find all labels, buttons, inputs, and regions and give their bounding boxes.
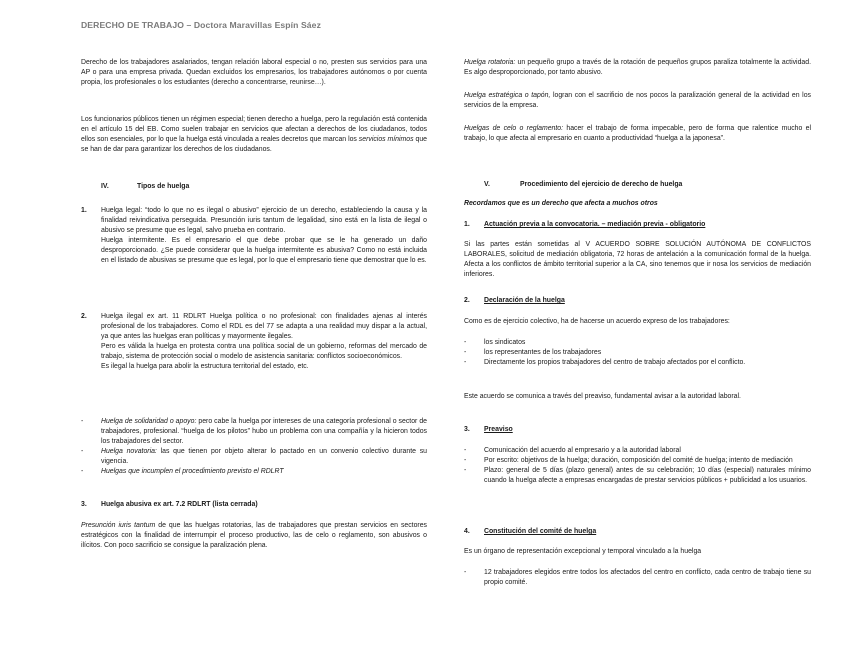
- section-v-heading: V. Procedimiento del ejercicio de derecho de huelga: [484, 181, 683, 188]
- step-1-heading: 1. Actuación previa a la convocatoria. – mediación previa - obligatorio: [464, 221, 706, 228]
- step-2-after-text: Este acuerdo se comunica a través del preaviso, fundamental avisar a la autoridad laboral.: [464, 393, 741, 400]
- page-header: DERECHO DE TRABAJO – Doctora Maravillas Espín Sáez: [81, 20, 321, 30]
- paragraph-estrategica: Huelga estratégica o tapón, logran con el sacrificio de nos pocos la paralización general de la actividad en los servicios de la empresa.: [464, 92, 811, 109]
- list-item-sindicatos: - los sindicatos: [464, 339, 526, 346]
- step-4-text: Es un órgano de representación excepcional y temporal vinculado a la huelga: [464, 548, 702, 555]
- ilegal-types-list: [81, 417, 427, 476]
- step-1-text: Si las partes están sometidas al V ACUERDO SOBRE SOLUCIÓN AUTÓNOMA DE CONFLICTOS LABORALES, solicitud de mediación obligatoria, 72 horas de antelación a la comunicación formal de la huelga. Afecta a los conflictos de ámbito territorial superior a la CA, sino tenemos que ir nosa los servicios de mediación inferiores.: [464, 241, 811, 278]
- step-4-list: [464, 568, 811, 588]
- list-item-trabajadores: - Directamente los propios trabajadores del centro de trabajo afectados por el conflicto.: [464, 358, 746, 366]
- step-2-text: Como es de ejercicio colectivo, ha de hacerse un acuerdo expreso de los trabajadores:: [464, 318, 730, 325]
- step-3-list: [464, 446, 811, 486]
- item-huelga-legal: 1. Huelga legal: “todo lo que no es ilegal o abusivo” ejercicio de un derecho, estableciendo la causa y la finalidad reivindicativa perseguida. Presunción iuris tantum de legalidad, sino está en la lista de ilegal o abusivo se presume que es legal, salvo prueba en contrario. Huelga intermitente. Es el empresario el que debe probar que se le ha generado un daño desproporcionado. ¿Se puede considerar que la huelga intermitente es abusiva? Como no está incluida en el listado de abusivas se presume que es legal, por lo que el empresario tiene que demostrar que lo es.: [81, 207, 427, 264]
- paragraph-presuncion: Presunción iuris tantum de que las huelgas rotatorias, las de trabajadores que prestan servicios en sectores estratégicos con la finalidad de interrumpir el proceso productivo, las de celo o reglamento, son abusivos o ilícitos. Con poco sacrificio se consigue la paralización plena.: [81, 522, 427, 549]
- step-2-list: [464, 338, 811, 368]
- item-huelga-abusiva: 3. Huelga abusiva ex art. 7.2 RDLRT (lista cerrada): [81, 501, 258, 508]
- servicios-minimos-term: servicios mínimos: [358, 135, 414, 143]
- huelga-legal-text: Huelga legal: “todo lo que no es ilegal o abusivo” ejercicio de un derecho, estableciendo la causa y la finalidad reivindicativa perseguida. Presunción iuris tantum de legalidad, sino está en la lista de ilegal o abusivo se presume que es legal, salvo prueba en contrario.: [101, 207, 427, 234]
- huelga-valida-text: Pero es válida la huelga en protesta contra una política social de un gobierno, reformas del mercado de trabajo, sistema de protección social o modelo de asistencia sanitaria: conflictos socioeconómicos.: [101, 342, 427, 360]
- huelga-ilegal-territorial-text: Es ilegal la huelga para abolir la estructura territorial del estado, etc.: [101, 362, 309, 370]
- section-iv-heading: IV. Tipos de huelga: [101, 183, 190, 190]
- paragraph-scope: Derecho de los trabajadores asalariados, tengan relación laboral especial o no, presten sus servicios para una AP o para una empresa privada. Quedan excluidos los empresarios, los trabajadores autónomos o por cuenta propia, los profesionales o los estudiantes (derecho a concentrarse, reunirse…).: [81, 59, 427, 86]
- step-3-heading: 3. Preaviso: [464, 426, 513, 433]
- paragraph-celo: Huelgas de celo o reglamento: hacer el trabajo de forma impecable, pero de forma que ralentice mucho el trabajo, lo que afecta al empresario en cuanto a productividad “huelga a la japonesa”.: [464, 125, 811, 142]
- list-item-plazo: - Plazo: general de 5 días (plazo general) antes de su celebración; 10 días (especial) naturales mínimo cuando la huelga afecte a empresas encargadas de prestar servicios públicos + publicidad a los usuarios.: [464, 466, 811, 484]
- list-item-novatoria: - Huelga novatoria: las que tienen por objeto alterar lo pactado en un convenio colectivo durante su vigencia.: [81, 447, 427, 465]
- paragraph-funcionarios: Los funcionarios públicos tienen un régimen especial; tienen derecho a huelga, pero la regulación está contenida en el artículo 15 del EB. Como suelen trabajar en servicios que afectan a derechos de los ciudadanos, todos ellos son esenciales, por lo que la huelga está vinculada a reales decretos que marcan los servicios mínimos que se han de dar para garantizar los derechos de los ciudadanos.: [81, 116, 427, 153]
- step-4-heading: 4. Constitución del comité de huelga: [464, 528, 597, 535]
- recordamos-note: Recordamos que es un derecho que afecta a muchos otros: [464, 200, 658, 207]
- list-item-incumplen-procedimiento: - Huelgas que incumplen el procedimiento previsto el RDLRT: [81, 467, 284, 475]
- list-item-comunicacion: - Comunicación del acuerdo al empresario y a la autoridad laboral: [464, 447, 681, 454]
- list-item-solidaridad: - Huelga de solidaridad o apoyo: pero cabe la huelga por intereses de una categoría profesional o sector de trabajadores, profesional. “huelga de los pilotos” hubo un problema con una compañía y la hicieron todos los trabajadores del sector.: [81, 418, 427, 445]
- item-huelga-ilegal: 2. Huelga ilegal ex art. 11 RDLRT Huelga política o no profesional: con finalidades ajenas al interés profesional de los trabajadores. Como el RDL es del 77 se adapta a una realidad muy dispar a la actual, ya que antes las huelgas eran políticas y mayormente ilegales. Pero es válida la huelga en protesta contra una política social de un gobierno, reformas del mercado de trabajo, sistema de protección social o modelo de asistencia sanitaria: conflictos socioeconómicos. Es ilegal la huelga para abolir la estructura territorial del estado, etc.: [81, 313, 427, 370]
- huelga-intermitente-text: Huelga intermitente. Es el empresario el que debe probar que se le ha generado un daño desproporcionado. ¿Se puede considerar que la huelga intermitente es abusiva? Como no está incluida en el listado de abusivas se presume que es legal, por lo que el empresario tiene que demostrar que lo es.: [101, 236, 427, 264]
- list-item-12-trabajadores: - 12 trabajadores elegidos entre todos los afectados del centro en conflicto, cada centro de trabajo tiene su propio comité.: [464, 569, 811, 586]
- list-item-por-escrito: - Por escrito: objetivos de la huelga; duración, composición del comité de huelga; intento de mediación: [464, 456, 793, 464]
- huelga-ilegal-text: Huelga ilegal ex art. 11 RDLRT Huelga política o no profesional: con finalidades ajenas al interés profesional de los trabajadores. Como el RDL es del 77 se adapta a una realidad muy dispar a la actual, ya que antes las huelgas eran políticas y mayormente ilegales.: [101, 313, 427, 340]
- paragraph-rotatoria: Huelga rotatoria: un pequeño grupo a través de la rotación de pequeños grupos paraliza totalmente la actividad. Es algo desproporcionado, por tanto abusivo.: [464, 59, 811, 76]
- list-item-representantes: - los representantes de los trabajadores: [464, 348, 602, 356]
- step-2-heading: 2. Declaración de la huelga: [464, 297, 565, 304]
